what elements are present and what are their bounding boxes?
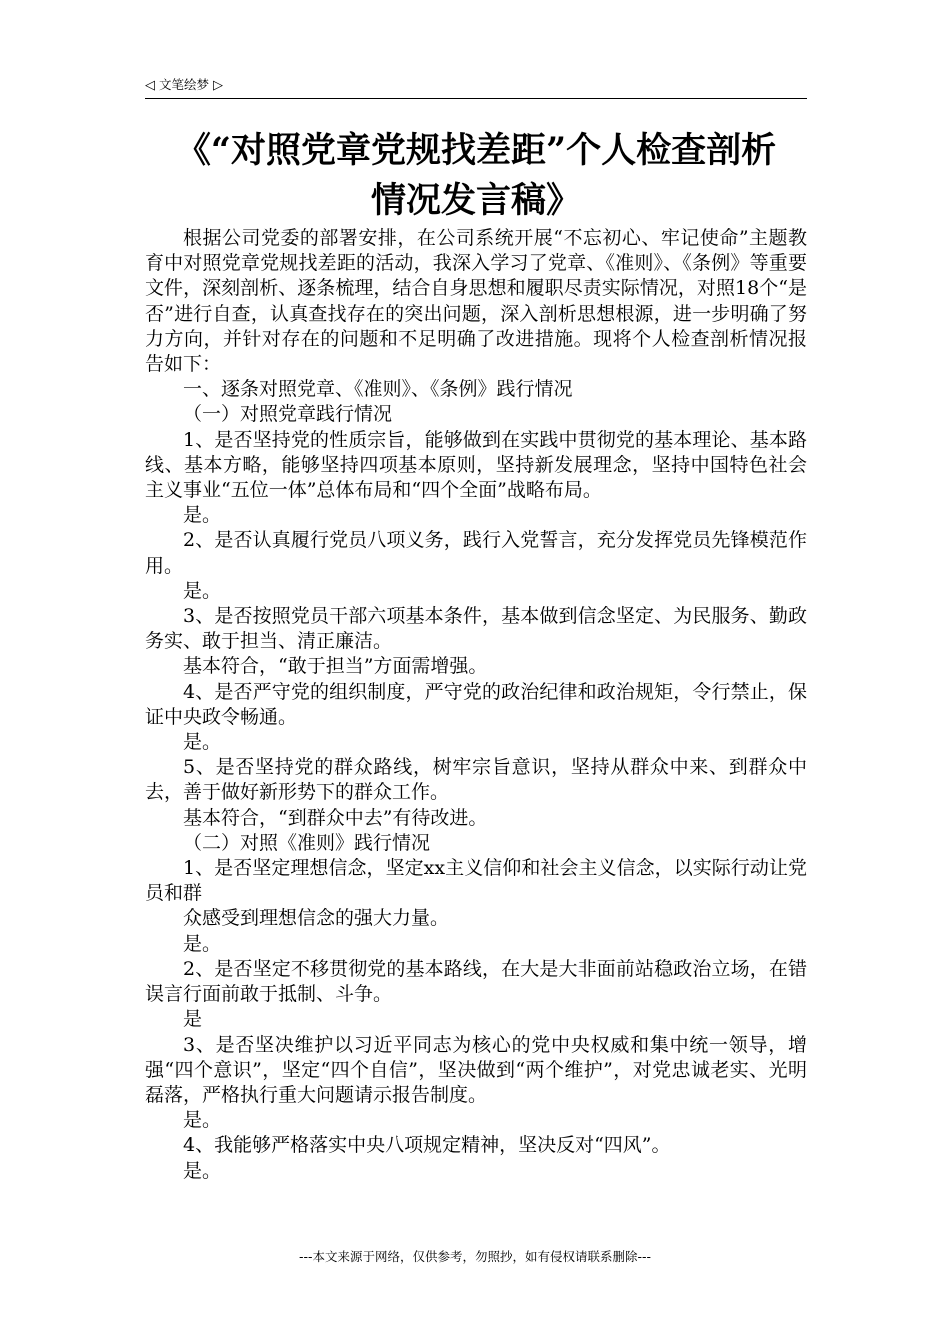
paragraph: 5、是否坚持党的群众路线，树牢宗旨意识，坚持从群众中来、到群众中去，善于做好新形势下的群众工作。 bbox=[145, 756, 807, 804]
title-line-1: 《“对照党章党规找差距”个人检查剖析 bbox=[175, 130, 777, 171]
paragraph: 4、是否严守党的组织制度，严守党的政治纪律和政治规矩，令行禁止，保证中央政令畅通。 bbox=[145, 680, 807, 728]
paragraph: 1、是否坚定理想信念，坚定xx主义信仰和社会主义信念，以实际行动让党员和群 bbox=[145, 857, 807, 905]
header-text: 文笔绘梦 bbox=[158, 77, 209, 92]
page-header bbox=[145, 74, 807, 99]
paragraph: 是。 bbox=[183, 1109, 222, 1132]
title-line-2: 情况发言稿》 bbox=[370, 180, 581, 221]
paragraph: 2、是否认真履行党员八项义务，践行入党誓言，充分发挥党员先锋模范作用。 bbox=[145, 529, 807, 577]
paragraph: 2、是否坚定不移贯彻党的基本路线，在大是大非面前站稳政治立场，在错误言行面前敢于抵制、斗争。 bbox=[145, 957, 807, 1006]
paragraph: 1、是否坚持党的性质宗旨，能够做到在实践中贯彻党的基本理论、基本路线、基本方略，能够坚持四项基本原则，坚持新发展理念，坚持中国特色社会主义事业“五位一体”总体布局和“四个全面”战略布局。 bbox=[145, 428, 807, 502]
document-body bbox=[145, 226, 807, 1184]
paragraph: 根据公司党委的部署安排，在公司系统开展“不忘初心、牢记使命”主题教育中对照党章党规找差距的活动，我深入学习了党章、《准则》、《条例》等重要文件，深刻剖析、逐条梳理，结合自身思想和履职尽责实际情况，对照18个“是否”进行自查，认真查找存在的突出问题，深入剖析思想根源，进一步明确了努力方向，并针对存在的问题和不足明确了改进措施。现将个人检查剖析情况报告如下： bbox=[145, 227, 807, 376]
paragraph: 基本符合，“敢于担当”方面需增强。 bbox=[183, 655, 488, 678]
paragraph: 3、是否坚决维护以习近平同志为核心的党中央权威和集中统一领导，增强“四个意识”，坚定“四个自信”，坚决做到“两个维护”，对党忠诚老实、光明磊落，严格执行重大问题请示报告制度。 bbox=[145, 1033, 807, 1106]
page-footer: ---本文来源于网络，仅供参考，勿照抄，如有侵权请联系删除--- bbox=[298, 1249, 652, 1264]
paragraph: 是。 bbox=[183, 579, 222, 602]
subsection-heading: （二）对照《准则》践行情况 bbox=[183, 831, 431, 854]
right-triangle-icon: ▷ bbox=[212, 78, 223, 93]
document-title bbox=[145, 126, 807, 226]
left-triangle-icon: ◁ bbox=[145, 78, 155, 93]
subsection-heading: （一）对照党章践行情况 bbox=[183, 403, 393, 426]
paragraph: 是。 bbox=[183, 932, 222, 955]
paragraph: 是。 bbox=[183, 1159, 222, 1182]
paragraph: 基本符合，“到群众中去”有待改进。 bbox=[183, 806, 488, 829]
paragraph: 3、是否按照党员干部六项基本条件，基本做到信念坚定、为民服务、勤政务实、敢于担当、清正廉洁。 bbox=[145, 605, 807, 653]
paragraph: 是 bbox=[183, 1008, 203, 1031]
paragraph: 众感受到理想信念的强大力量。 bbox=[183, 907, 450, 930]
paragraph: 是。 bbox=[183, 731, 222, 754]
paragraph: 4、我能够严格落实中央八项规定精神，坚决反对“四风”。 bbox=[183, 1134, 671, 1157]
section-heading: 一、逐条对照党章、《准则》、《条例》践行情况 bbox=[183, 378, 573, 401]
paragraph: 是。 bbox=[183, 504, 222, 527]
